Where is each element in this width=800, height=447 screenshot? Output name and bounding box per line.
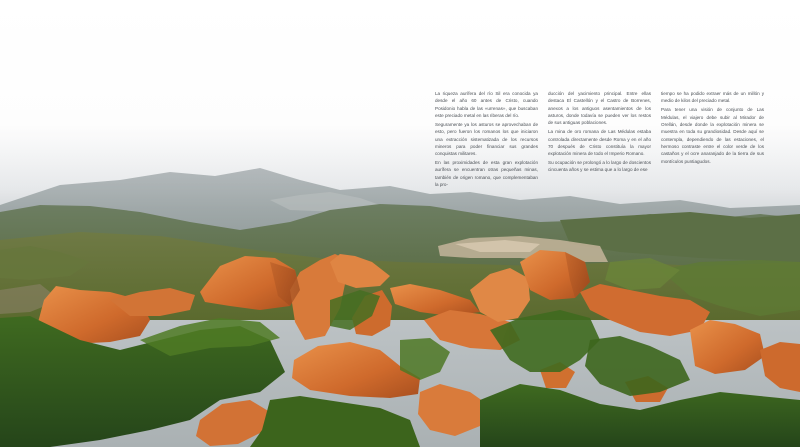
paragraph: Seguramente ya los asturos se aprovechaban de esto, pero fueron los romanos los que iniciaron una extracción sistematizada de los recursos mineros para poder financiar sus grandes conquistas militares. xyxy=(435,121,538,157)
text-column-3 xyxy=(661,90,764,166)
paragraph: Para tener una visión de conjunto de Las Médulas, el viajero debe subir al Mirador de Orellán, desde donde la explotación minera se muestra en toda su grandiosidad. Desde aquí se contempla, dependiendo de las estaciones, el hermoso contraste entre el color verde de los castaños y el ocre anaranjado de la tierra de sus montículos puntiagudos. xyxy=(661,107,764,164)
paragraph: tiempo se ha podido extraer más de un millón y medio de kilos del preciado metal. xyxy=(661,91,764,104)
paragraph: La mina de oro romana de Las Médulas estaba controlada directamente desde Roma y en el año 70 después de Cristo constituía la mayor explotación minera de todo el Imperio Romano. xyxy=(548,129,651,157)
text-column-2 xyxy=(548,90,651,175)
text-column-1 xyxy=(435,90,538,190)
paragraph: ducción del yacimiento principal. Entre ellas destaca El Castellón y el Castro de Borrenes, anexos a los antiguos asentamientos de los asturos, donde todavía se pueden ver los restos de sus antiguas poblaciones. xyxy=(548,91,651,126)
paragraph: Su ocupación se prolongó a lo largo de doscientos cincuenta años y se estima que a lo largo de ese xyxy=(548,160,651,173)
paragraph: La riqueza aurífera del río Sil era conocida ya desde el año 60 antes de Cristo, cuando Posidonio habla de las «urrenas», que buscaban este preciado metal en las riberas del río. xyxy=(435,91,538,119)
paragraph: En las proximidades de esta gran explotación aurífera se encuentran otras pequeñas minas, también de origen romano, que complementaban la pro- xyxy=(435,160,538,188)
